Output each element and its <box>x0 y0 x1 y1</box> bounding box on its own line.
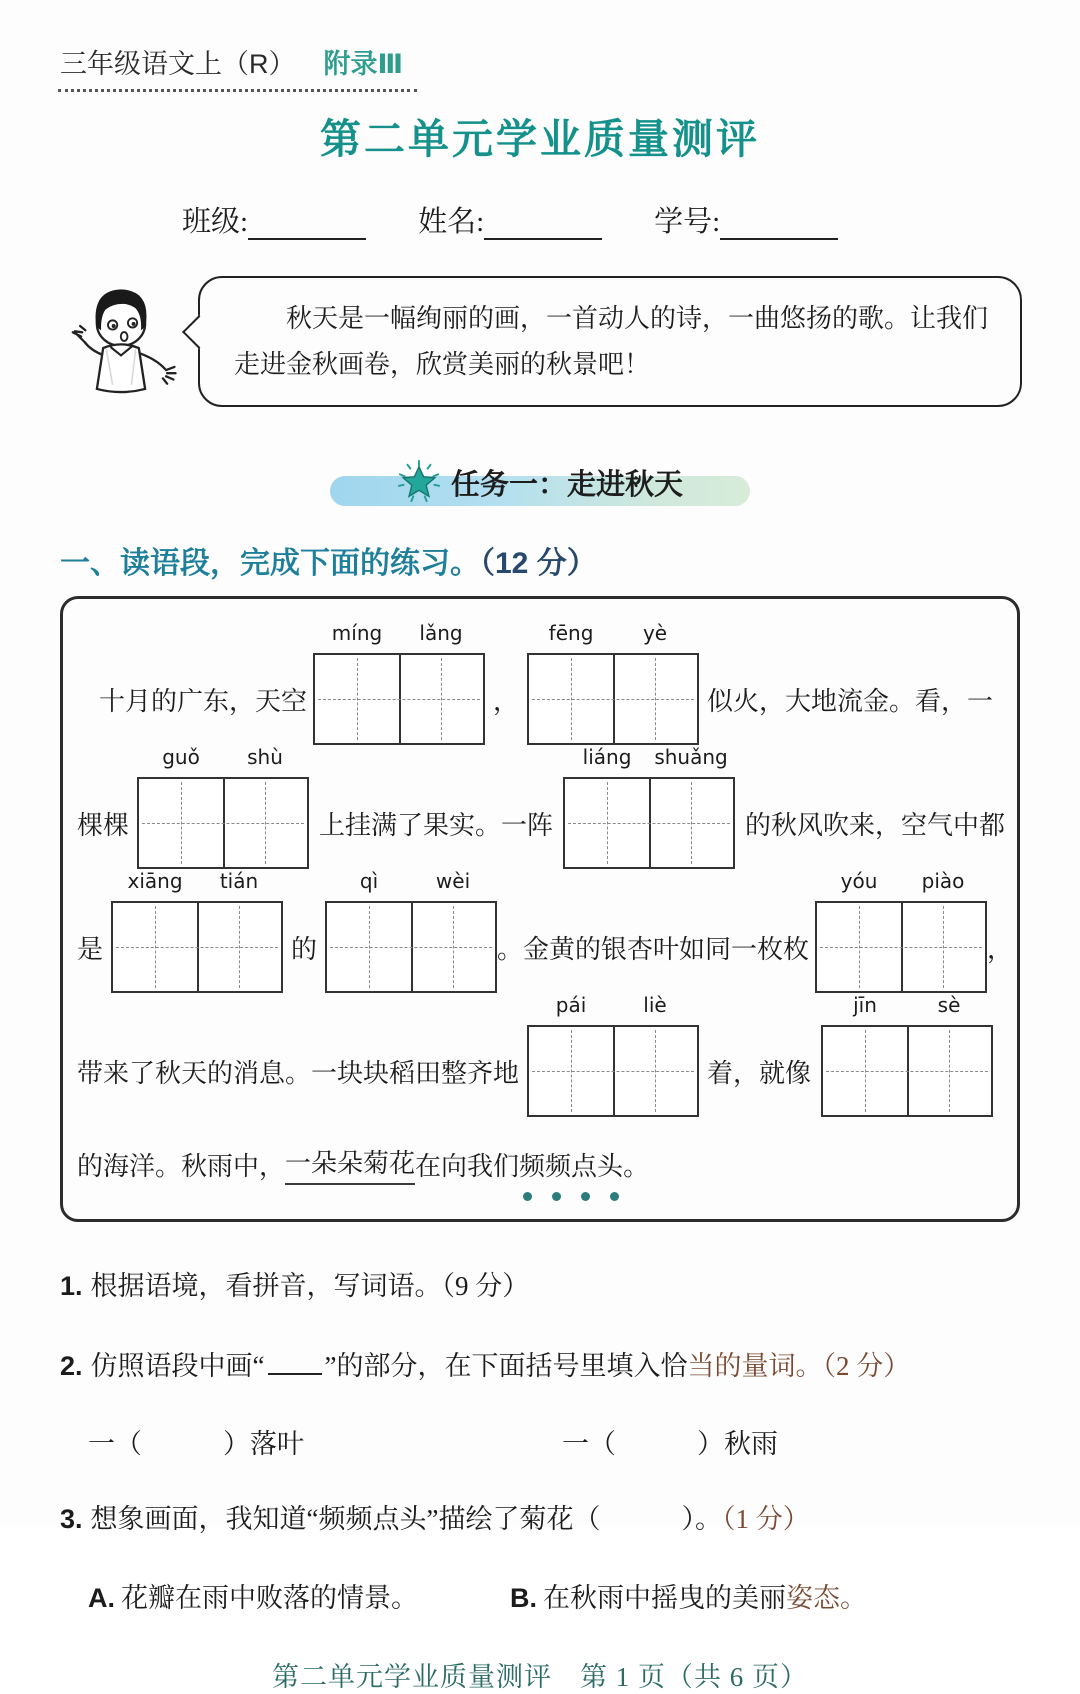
passage-line-4 <box>77 993 1003 1117</box>
writing-grid-youpiao[interactable] <box>815 869 987 993</box>
appendix-label: 附录Ⅲ <box>323 49 404 79</box>
emphasis-dot <box>523 1192 532 1201</box>
question-1-text: 根据语境，看拼音，写词语。（9 分） <box>90 1271 530 1301</box>
question-3-number: 3. <box>60 1503 83 1534</box>
pinyin-label-row <box>817 869 985 893</box>
page-footer: 第二单元学业质量测评 第 1 页（共 6 页） <box>272 1662 808 1693</box>
pinyin-label-row <box>315 621 483 645</box>
writing-grid-liangshuang[interactable] <box>563 745 735 869</box>
option-b[interactable] <box>510 1576 867 1615</box>
grid-guide-line <box>568 823 730 824</box>
pinyin-label: liáng <box>582 745 632 769</box>
pinyin-label: fēng <box>548 621 594 645</box>
passage-text: 的 <box>291 934 318 964</box>
passage-text: 是 <box>77 934 104 964</box>
pinyin-label-row <box>529 621 697 645</box>
pinyin-label: yóu <box>840 869 878 893</box>
emphasis-dot <box>610 1192 619 1201</box>
intro-speech-bubble <box>198 276 1022 407</box>
pinyin-label: lǎng <box>419 621 463 645</box>
question-2-number: 2. <box>60 1350 83 1381</box>
class-field-label: 班级: <box>182 206 249 238</box>
option-b-text-tinted: 姿态。 <box>786 1583 867 1614</box>
grid-guide-line <box>116 947 278 948</box>
question-1 <box>60 1268 1020 1306</box>
writing-grid-xiangtian[interactable] <box>111 869 283 993</box>
option-a[interactable] <box>88 1576 418 1615</box>
task-banner-label: 任务一：走进秋天 <box>450 468 683 501</box>
passage-line-3 <box>77 869 1014 993</box>
question-2-text-pre: 仿照语段中画“ <box>90 1350 265 1381</box>
name-field-label: 姓名: <box>418 206 485 238</box>
course-label: 三年级语文上（R） <box>60 49 296 79</box>
question-2 <box>60 1348 1020 1386</box>
pinyin-label-row <box>565 745 733 769</box>
grid-guide-line <box>826 1071 988 1072</box>
writing-grid-pailie[interactable] <box>527 993 699 1117</box>
student-id-field <box>654 199 838 240</box>
passage-line-5 <box>77 1143 1003 1185</box>
writing-grid-fengye[interactable] <box>527 621 699 745</box>
answer-blank-qiuyu[interactable]: 一（ ）秋雨 <box>562 1428 778 1459</box>
page-header <box>58 42 417 92</box>
passage-text: 着，就像 <box>707 1058 812 1088</box>
task-banner <box>330 456 750 508</box>
pinyin-label: guǒ <box>162 745 200 769</box>
emphasis-dots <box>523 1192 619 1201</box>
question-3 <box>60 1501 1020 1539</box>
question-2-answers <box>88 1422 1080 1461</box>
question-2-inline-blank[interactable] <box>268 1353 322 1375</box>
pinyin-label: tián <box>219 869 259 893</box>
grid-guide-line <box>532 699 694 700</box>
grid-guide-line <box>532 1071 694 1072</box>
student-id-field-blank[interactable] <box>720 206 838 240</box>
pinyin-label: liè <box>643 993 667 1017</box>
speech-bubble-tail <box>182 315 216 349</box>
passage-line-1 <box>77 621 1003 745</box>
passage-text: 在向我们 <box>415 1151 520 1181</box>
pinyin-label-row <box>529 993 697 1017</box>
passage-text: 似火，大地流金。看，一 <box>707 686 994 716</box>
grid-guide-line <box>318 699 480 700</box>
passage-text: 的秋风吹来，空气中都 <box>745 810 1006 840</box>
question-3-score: （1 分） <box>722 1503 810 1534</box>
grid-guide-line <box>330 947 492 948</box>
pinyin-label: yè <box>642 621 668 645</box>
name-field-blank[interactable] <box>484 206 602 240</box>
pinyin-label: wèi <box>435 869 471 893</box>
pinyin-label: xiāng <box>127 869 183 893</box>
pinyin-label-row <box>113 869 281 893</box>
section-one-title: 一、读语段，完成下面的练习。 <box>60 547 480 580</box>
student-id-field-label: 学号: <box>654 206 721 238</box>
name-field <box>418 199 602 240</box>
passage-text: 带来了秋天的消息。一块块稻田整齐地 <box>77 1058 520 1088</box>
pinyin-label: shuǎng <box>654 745 728 769</box>
emphasized-phrase <box>519 1146 623 1183</box>
passage-text: ， <box>987 934 1014 964</box>
pinyin-label: sè <box>937 993 961 1017</box>
passage-line-2 <box>77 745 1006 869</box>
pinyin-label: qì <box>359 869 379 893</box>
writing-grid-jinse[interactable] <box>821 993 993 1117</box>
pinyin-label: jīn <box>853 993 877 1017</box>
section-one-score: （12 分） <box>480 547 597 580</box>
pinyin-label: shù <box>247 745 283 769</box>
emphasis-dot <box>552 1192 561 1201</box>
writing-grid-guoshu[interactable] <box>137 745 309 869</box>
passage-text: 棵棵 <box>77 810 130 840</box>
passage-text: 十月的广东，天空 <box>99 686 308 716</box>
class-field-blank[interactable] <box>248 206 366 240</box>
option-b-label: B. <box>510 1583 537 1614</box>
question-1-number: 1. <box>60 1271 83 1301</box>
option-a-text: 花瓣在雨中败落的情景。 <box>121 1583 418 1614</box>
intro-section <box>58 276 1022 412</box>
boy-mascot-illustration <box>58 282 184 412</box>
passage-text: ， <box>493 686 520 716</box>
question-3-options <box>88 1576 1080 1615</box>
pinyin-label: pái <box>555 993 587 1017</box>
passage-text: 的海洋。秋雨中， <box>77 1151 286 1181</box>
question-2-text-post: ”的部分，在下面括号里填入恰 <box>324 1350 688 1381</box>
section-one-heading <box>60 538 1080 582</box>
passage-text: 。金黄的银杏叶如同一枚枚 <box>497 934 810 964</box>
pinyin-label: piào <box>921 869 965 893</box>
option-b-text: 在秋雨中摇曳的美丽 <box>543 1583 786 1614</box>
passage-text: 频频点头 <box>519 1151 624 1181</box>
writing-grid-qiwei[interactable] <box>325 869 497 993</box>
grid-guide-line <box>142 823 304 824</box>
option-a-label: A. <box>88 1583 115 1614</box>
question-2-text-tinted: 当的量词。（2 分） <box>687 1350 911 1381</box>
intro-text: 秋天是一幅绚丽的画，一首动人的诗，一曲悠扬的歌。让我们走进金秋画卷，欣赏美丽的秋景吧！ <box>234 304 989 379</box>
passage-box <box>60 596 1020 1222</box>
passage-text: 。 <box>623 1151 650 1181</box>
pinyin-label-row <box>139 745 307 769</box>
pinyin-label: míng <box>331 621 383 645</box>
page-title: 第二单元学业质量测评 <box>320 116 760 162</box>
passage-text: 上挂满了果实。一阵 <box>319 810 554 840</box>
answer-blank-luoye[interactable]: 一（ ）落叶 <box>88 1428 304 1459</box>
writing-grid-minglang[interactable] <box>313 621 485 745</box>
pinyin-label-row <box>823 993 991 1017</box>
emphasis-dot <box>581 1192 590 1201</box>
star-sparkle-icon <box>397 460 441 504</box>
question-3-text: 想象画面，我知道“频频点头”描绘了菊花（ ）。 <box>90 1503 722 1534</box>
grid-guide-line <box>820 947 982 948</box>
student-info-row <box>182 199 1080 240</box>
class-field <box>182 199 366 240</box>
pinyin-label-row <box>327 869 495 893</box>
underlined-phrase: 一朵朵菊花 <box>285 1143 415 1185</box>
